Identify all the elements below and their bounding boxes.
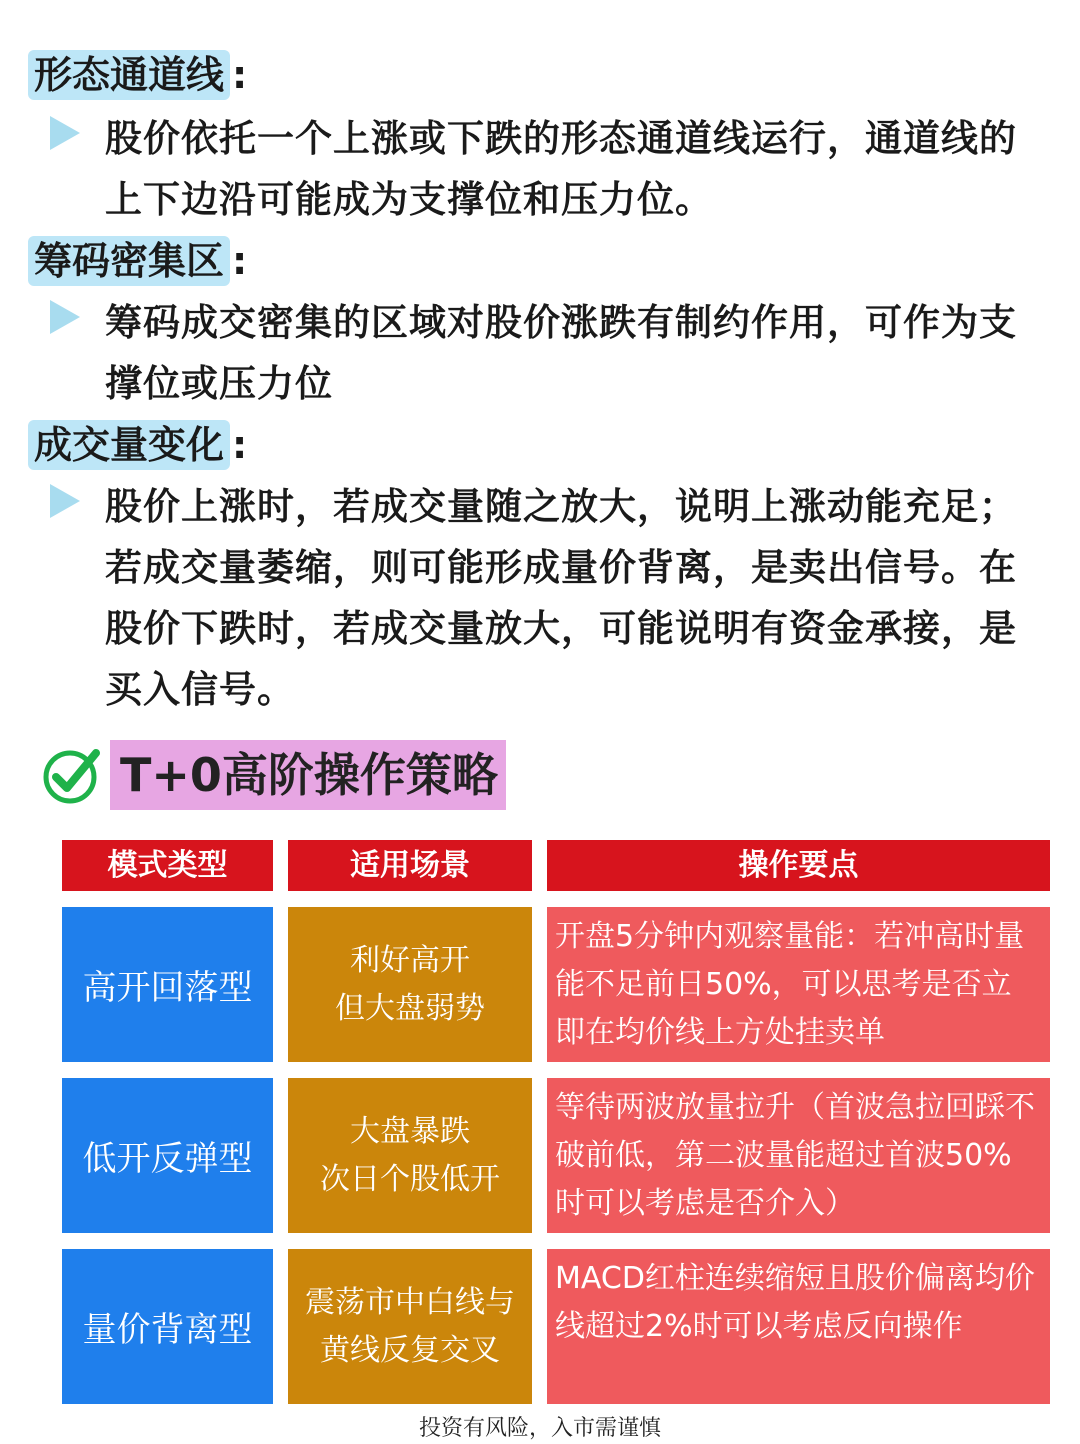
table-cell-type: 低开反弹型 [62,1078,273,1233]
strategy-title [40,740,506,810]
section-heading-chips [28,236,247,286]
section-heading-volume [28,420,247,470]
scene-line: 黄线反复交叉 [320,1332,500,1368]
section-body-channel [50,108,1050,230]
point-text: 开盘5分钟内观察量能：若冲高时量能不足前日50%，可以思考是否立即在均价线上方处挂卖单 [555,919,1025,1050]
section-heading-channel [28,50,247,100]
scene-line: 利好高开 [350,942,470,978]
strategy-title-text: T+0高阶操作策略 [110,740,506,810]
scene-line: 大盘暴跌 [350,1113,470,1149]
heading-text: 成交量变化 [28,420,230,470]
heading-colon: : [232,239,248,283]
table-cell-point [547,907,1050,1062]
heading-text: 筹码密集区 [28,236,230,286]
table-cell-point [547,1249,1050,1404]
point-text: MACD红柱连续缩短且股价偏离均价线超过2%时可以考虑反向操作 [555,1261,1035,1344]
section-body-volume [50,476,1050,720]
triangle-bullet-icon [50,484,80,518]
section-body-chips [50,292,1050,414]
table-header-scene: 适用场景 [288,840,532,891]
heading-text: 形态通道线 [28,50,230,100]
heading-colon: : [232,53,248,97]
table-cell-type: 高开回落型 [62,907,273,1062]
table-header-point: 操作要点 [547,840,1050,891]
scene-line: 但大盘弱势 [335,990,485,1026]
table-cell-scene [288,1249,532,1404]
body-text: 筹码成交密集的区域对股价涨跌有制约作用，可作为支撑位或压力位 [105,301,1017,405]
table-cell-type: 量价背离型 [62,1249,273,1404]
triangle-bullet-icon [50,116,80,150]
scene-line: 震荡市中白线与 [305,1284,515,1320]
heading-colon: : [232,423,248,467]
table-cell-scene [288,1078,532,1233]
risk-disclaimer: 投资有风险，入市需谨慎 [418,1416,661,1441]
body-text: 股价上涨时，若成交量随之放大，说明上涨动能充足；若成交量萎缩，则可能形成量价背离，是卖出信号。在股价下跌时，若成交量放大，可能说明有资金承接，是买入信号。 [105,485,1017,711]
triangle-bullet-icon [50,300,80,334]
scene-line: 次日个股低开 [320,1161,500,1197]
table-cell-scene [288,907,532,1062]
table-header-type: 模式类型 [62,840,273,891]
check-circle-icon [40,743,104,807]
point-text: 等待两波放量拉升（首波急拉回踩不破前低，第二波量能超过首波50%时可以考虑是否介入） [555,1090,1035,1221]
table-cell-point [547,1078,1050,1233]
body-text: 股价依托一个上涨或下跌的形态通道线运行，通道线的上下边沿可能成为支撑位和压力位。 [105,117,1017,221]
